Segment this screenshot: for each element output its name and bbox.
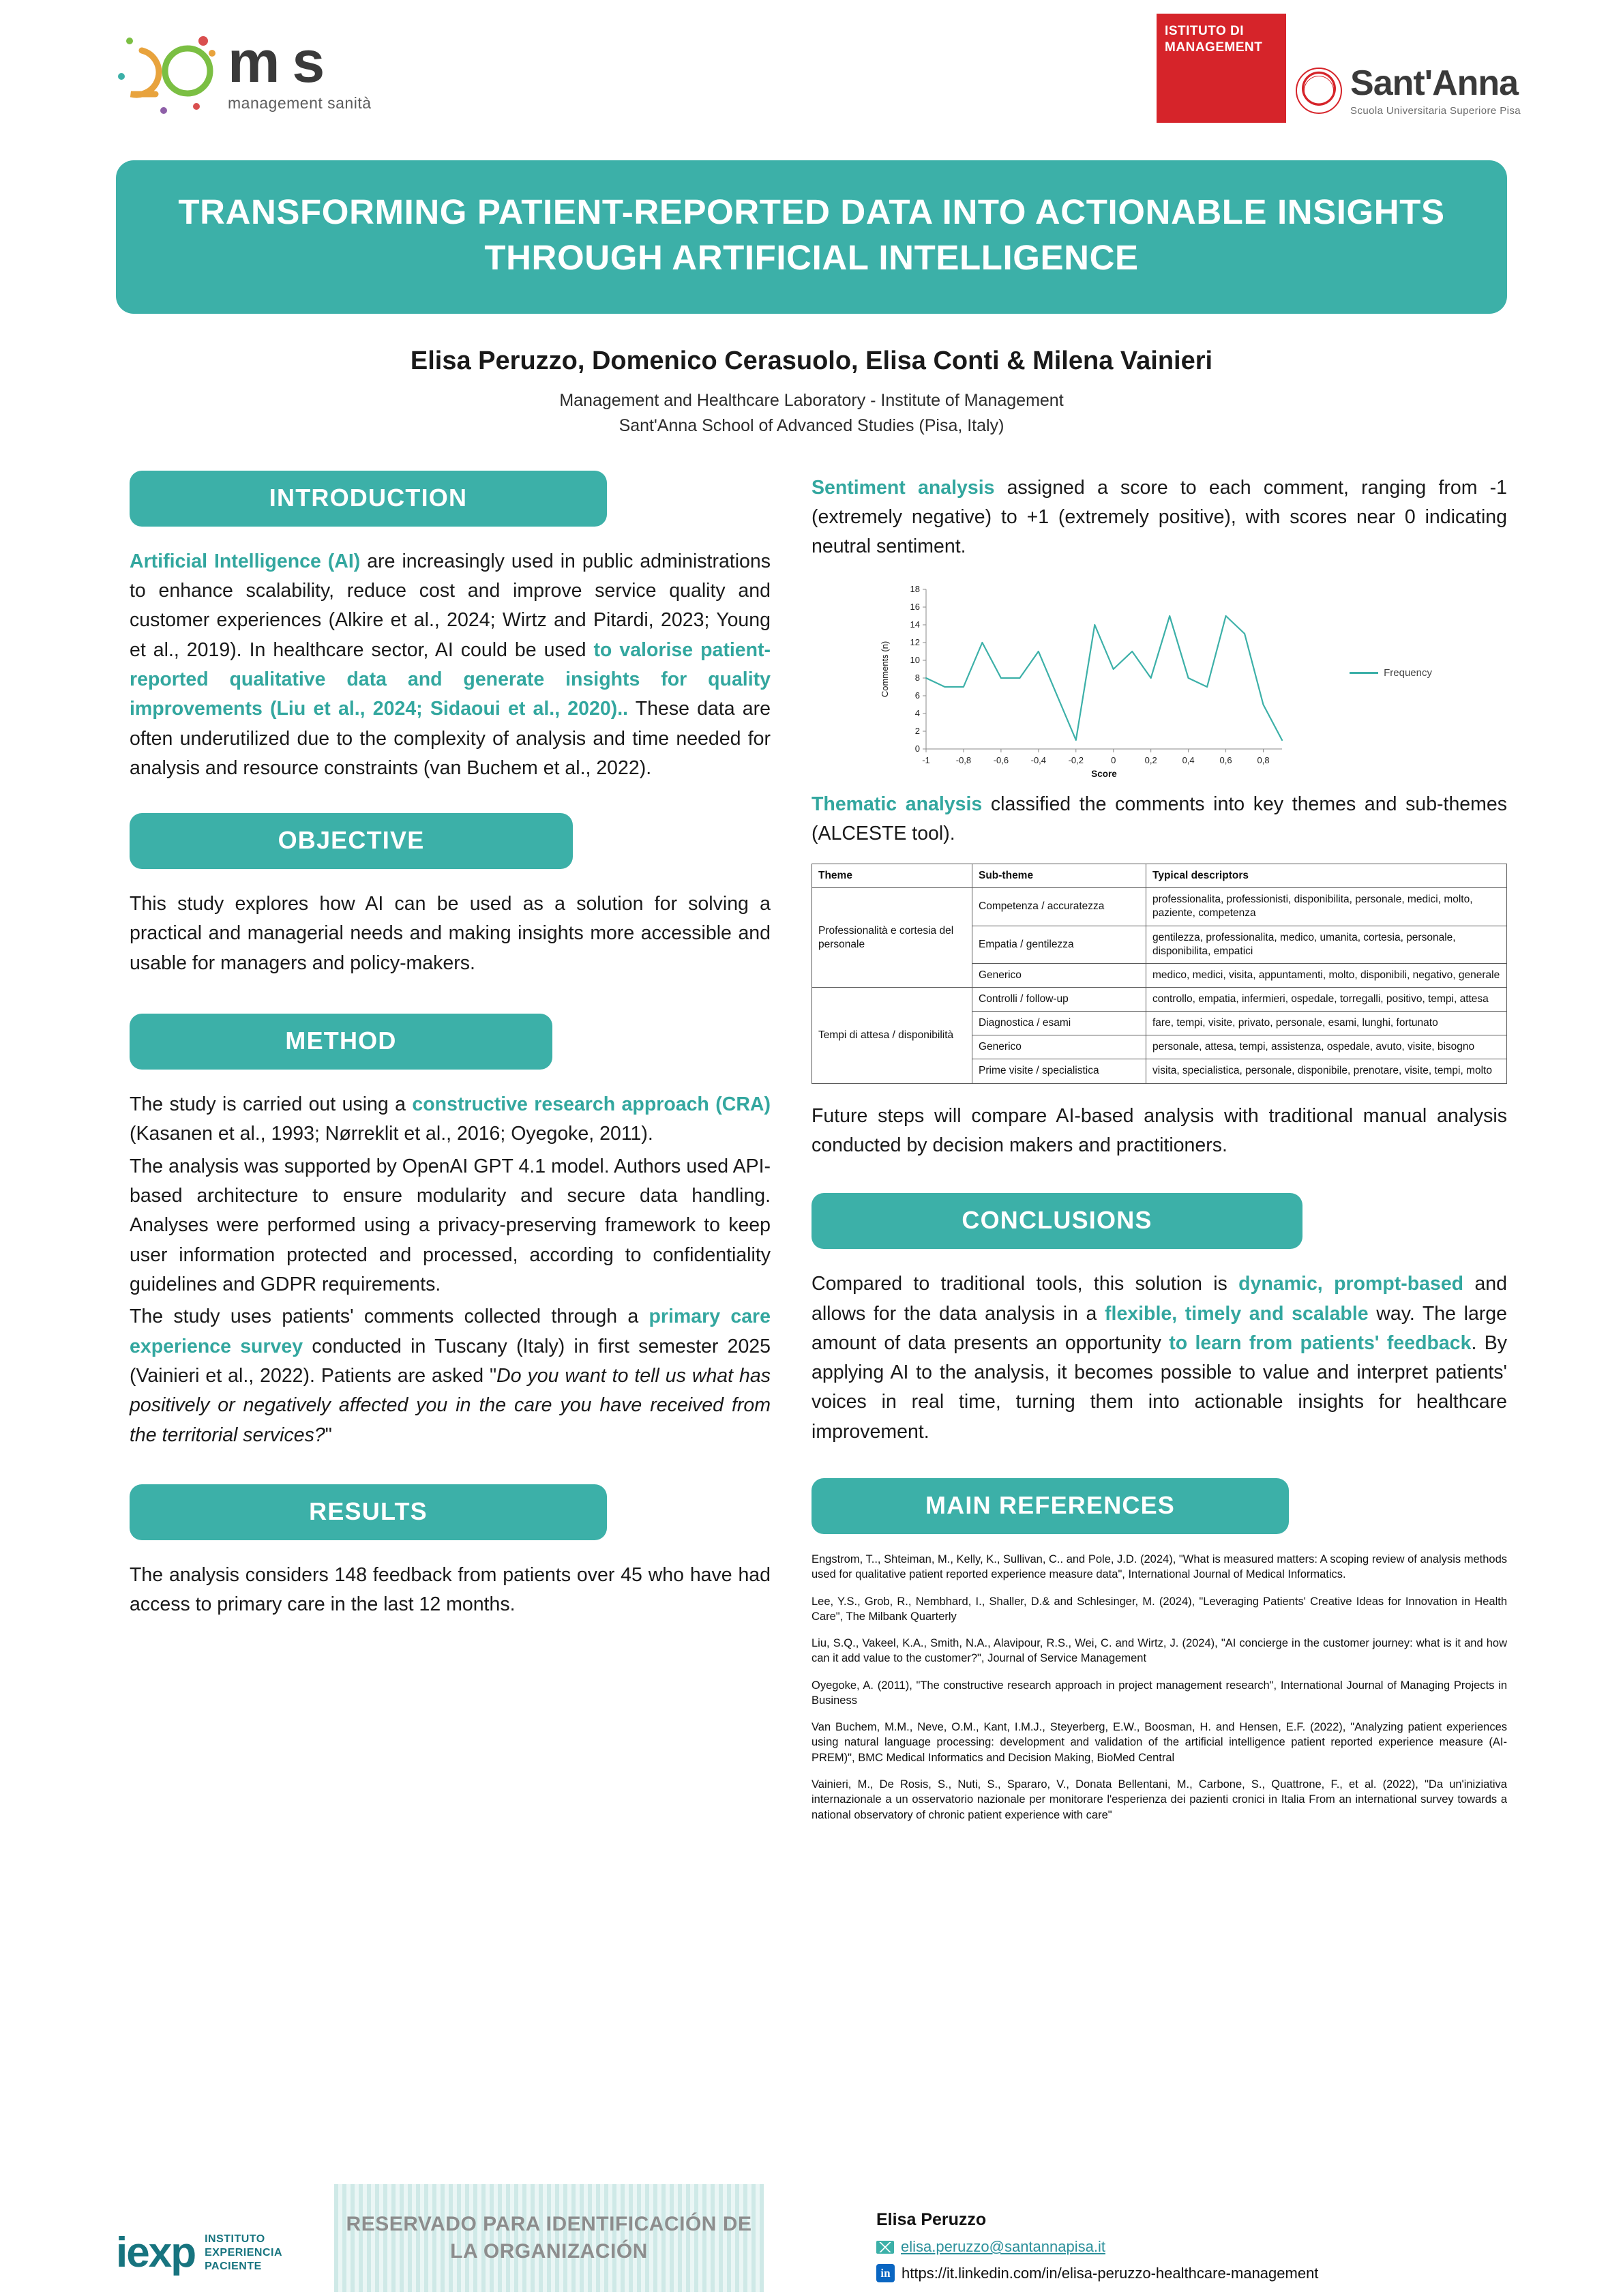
svg-text:0,8: 0,8 [1257,754,1270,765]
contact-name: Elisa Peruzzo [876,2210,987,2229]
method-highlight-survey: primary care experience survey [130,1306,771,1357]
concl-text-2: and allows for the data analysis in a [812,1273,1507,1325]
poster-footer [0,2166,1623,2296]
table-cell-subtheme: Diagnostica / esami [972,1012,1146,1035]
organization-placeholder-text: RESERVADO PARA IDENTIFICACIÓN DE LA ORGANIZACIÓN [346,2212,752,2263]
svg-text:0,6: 0,6 [1219,754,1232,765]
sentiment-analysis-text [812,473,1507,562]
svg-text:16: 16 [910,601,920,612]
table-cell-descriptors: visita, specialistica, personale, disponibile, prenotare, visite, tempi, molto [1146,1059,1507,1083]
thematic-analysis-label: Thematic analysis [812,793,983,815]
method-text-1: The study is carried out using a [130,1093,413,1116]
svg-text:6: 6 [914,690,920,701]
method-text [130,1090,771,1450]
concl-text-3: way. The large amount of data presents an opportunity [812,1302,1508,1354]
table-cell-subtheme: Controlli / follow-up [972,988,1146,1012]
future-steps-text: Future steps will compare AI-based analysis with traditional manual analysis conducted by decision makers and practitioners. [812,1104,1507,1156]
reference-item: Van Buchem, M.M., Neve, O.M., Kant, I.M.J., Steyerberg, E.W., Boosman, H. and Hensen, E.F. (2022), "Analyzing patient experiences using natural language processing: development and validation of the artificial intelligence patient reported experience measure (AI-PREM)", BMC Medical Informatics and Decision Making, BioMed Central [812,1721,1507,1764]
section-heading-introduction: INTRODUCTION [130,471,607,527]
svg-text:-0,6: -0,6 [993,754,1009,765]
reference-item: Liu, S.Q., Vakeel, K.A., Smith, N.A., Alavipour, R.S., Wei, C. and Wirtz, J. (2024), "AI concierge in the customer journey: what is it and how can it add value to the customer?", Journal of Service Management [812,1637,1507,1665]
table-cell-descriptors: professionalita, professionisti, disponibilita, personale, medici, molto, paziente, competenza [1146,888,1507,926]
svg-text:-1: -1 [922,754,930,765]
mail-icon [876,2241,894,2254]
section-heading-objective: OBJECTIVE [130,813,573,869]
table-cell-subtheme: Generico [972,1035,1146,1059]
authors-block [0,347,1623,439]
method-highlight-cra: constructive research approach (CRA) [412,1093,771,1116]
right-column [812,471,1507,1834]
table-cell-descriptors: personale, attesa, tempi, assistenza, ospedale, avuto, visite, bisogno [1146,1035,1507,1059]
table-cell-descriptors: gentilezza, professionalita, medico, umanita, cortesia, personale, disponibilita, empatici [1146,926,1507,963]
table-row [812,988,1507,1012]
svg-text:Score: Score [1091,768,1117,778]
affiliation-line-1: Management and Healthcare Laboratory - Institute of Management [559,390,1064,410]
table-cell-theme: Tempi di attesa / disponibilità [812,988,972,1084]
section-heading-results: RESULTS [130,1484,607,1540]
sentiment-frequency-chart [873,580,1432,778]
method-text-3: The study uses patients' comments collected through a [130,1306,649,1328]
svg-text:-0,2: -0,2 [1068,754,1084,765]
method-survey-question: Do you want to tell us what has positively or negatively affected you in the care you have received from the territorial services? [130,1364,771,1446]
left-column [130,471,771,1834]
svg-text:2: 2 [914,725,920,736]
mes-wordmark [228,29,372,112]
table-header-subtheme: Sub-theme [972,864,1146,888]
svg-text:8: 8 [914,672,920,683]
contact-email-row[interactable] [876,2238,1318,2256]
intro-text-2: These data are often underutilized due to the complexity of analysis and time needed for analysis and resource constraints (van Buchem et al., 2022). [130,698,771,779]
svg-text:0,2: 0,2 [1144,754,1157,765]
table-cell-subtheme: Generico [972,963,1146,987]
table-cell-theme: Professionalità e cortesia del personale [812,888,972,988]
iexp-fullname: INSTITUTO EXPERIENCIA PACIENTE [205,2233,283,2272]
concl-highlight-flexible: flexible, timely and scalable [1105,1302,1369,1325]
svg-text:10: 10 [910,654,920,665]
contact-block [876,2210,1318,2282]
themes-table [812,864,1507,1083]
chart-legend-swatch [1350,672,1378,674]
organization-placeholder [334,2184,764,2292]
santanna-tagline: Scuola Universitaria Superiore Pisa [1350,105,1521,117]
reference-item: Lee, Y.S., Grob, R., Nembhard, I., Shaller, D.& and Schlesinger, M. (2024), "Leveraging Patients' Creative Ideas for Innovation in Health Care", The Milbank Quarterly [812,1595,1507,1623]
reference-item: Engstrom, T.., Shteiman, M., Kelly, K., Sullivan, C.. and Pole, J.D. (2024), "What is measured matters: A scoping review of analysis methods used for qualitative patient reported experience measure data", International Journal of Medical Informatics. [812,1553,1507,1581]
iexp-logo [116,2228,282,2277]
content-columns [0,439,1623,1834]
reference-item: Vainieri, M., De Rosis, S., Nuti, S., Spararo, V., Donata Bellentani, M., Carbone, S., Quattrone, F., et al. (2022), "Da un'iniziativa internazionale a un osservatorio nazionale per monitorare l'esperienza dei pazienti cronici in Italia From an international survey towards a national observatory of chronic patient experience with care" [812,1778,1507,1821]
section-heading-references: MAIN REFERENCES [812,1478,1289,1534]
santanna-logo [1157,14,1521,123]
table-cell-descriptors: medico, medici, visita, appuntamenti, molto, disponibili, negativo, generale [1146,963,1507,987]
table-row [812,888,1507,926]
intro-highlight-ai: Artificial Intelligence (AI) [130,550,361,572]
method-text-5: " [325,1424,332,1446]
sentiment-analysis-body: assigned a score to each comment, ranging from -1 (extremely negative) to +1 (extremely positive), with scores near 0 indicating neutral sentiment. [812,476,1507,558]
section-heading-method: METHOD [130,1014,552,1070]
table-cell-subtheme: Prime visite / specialistica [972,1059,1146,1083]
table-cell-subtheme: Competenza / accuratezza [972,888,1146,926]
references-list [812,1552,1507,1823]
svg-text:14: 14 [910,619,920,630]
method-text-2: (Kasanen et al., 1993; Nørreklit et al., 2016; Oyegoke, 2011). [130,1123,653,1145]
svg-text:0,4: 0,4 [1182,754,1195,765]
svg-text:4: 4 [914,707,920,718]
conclusions-text [812,1269,1507,1447]
reference-item: Oyegoke, A. (2011), "The constructive research approach in project management research", International Journal of Managing Projects in Business [812,1679,1507,1707]
table-cell-descriptors: controllo, empatia, infermieri, ospedale, torregalli, positivo, tempi, attesa [1146,988,1507,1012]
svg-text:12: 12 [910,636,920,647]
concl-text-4: . By applying AI to the analysis, it becomes possible to value and interpret patients' voices in real time, turning them into actionable insights for healthcare improvement. [812,1331,1507,1443]
svg-text:0: 0 [1111,754,1116,765]
santanna-name: Sant'Anna [1350,63,1519,103]
contact-email-link[interactable]: elisa.peruzzo@santannapisa.it [901,2238,1105,2255]
iexp-wordmark: iexp [116,2229,196,2276]
chart-canvas [873,580,1432,778]
chart-legend-label: Frequency [1384,666,1432,679]
svg-text:-0,8: -0,8 [955,754,972,765]
chart-legend [1350,667,1432,679]
mes-wordmark-sub: management sanità [228,93,372,112]
author-names: Elisa Peruzzo, Domenico Cerasuolo, Elisa Conti & Milena Vainieri [410,346,1213,375]
contact-linkedin-url[interactable]: https://it.linkedin.com/in/elisa-peruzzo-healthcare-management [902,2264,1319,2282]
intro-highlight-valorise: to valorise patient-reported qualitative data and generate insights for quality improvements (Liu et al., 2024; Sidaoui et al., 2020).. [130,638,771,720]
twenty-years-icon [116,20,218,123]
svg-text:18: 18 [910,583,920,594]
svg-text:Comments (n): Comments (n) [880,641,890,697]
table-cell-descriptors: fare, tempi, visite, privato, personale, esami, lunghi, fortunato [1146,1012,1507,1035]
logo-bar [0,0,1623,160]
table-cell-subtheme: Empatia / gentilezza [972,926,1146,963]
objective-text: This study explores how AI can be used as a solution for solving a practical and managerial needs and making insights more accessible and usable for managers and policy-makers. [130,893,771,974]
page-title: TRANSFORMING PATIENT-REPORTED DATA INTO ACTIONABLE INSIGHTS THROUGH ARTIFICIAL INTELLIGENCE [178,192,1445,278]
sentiment-analysis-label: Sentiment analysis [812,476,995,499]
results-text: The analysis considers 148 feedback from patients over 45 who have had access to primary care in the last 12 months. [130,1563,771,1616]
santanna-crest-icon [1296,68,1342,114]
santanna-wordmark [1296,65,1521,116]
concl-text-1: Compared to traditional tools, this solution is [812,1273,1239,1295]
poster-title-banner [116,160,1507,314]
mes-logo [116,20,372,123]
section-heading-conclusions: CONCLUSIONS [812,1193,1302,1249]
svg-text:0: 0 [914,743,920,754]
introduction-text [130,547,771,784]
svg-text:-0,4: -0,4 [1030,754,1047,765]
table-header-descriptors: Typical descriptors [1146,864,1507,888]
table-header-theme: Theme [812,864,972,888]
intro-text-1: are increasingly used in public administrations to enhance scalability, reduce cost and improve service quality and customer experiences (Alkire et al., 2024; Wirtz and Pitardi, 2023; Young et al., 2019). In healthcare sector, AI could be used [130,550,771,661]
table-header-row [812,864,1507,888]
thematic-analysis-text [812,790,1507,849]
affiliation-line-2: Sant'Anna School of Advanced Studies (Pisa, Italy) [619,416,1004,436]
method-text-4: conducted in Tuscany (Italy) in first semester 2025 (Vainieri et al., 2022). Patients are asked " [130,1335,771,1387]
linkedin-icon: in [876,2264,895,2282]
concl-highlight-feedback: to learn from patients' feedback [1169,1331,1472,1354]
istituto-di-management-label: ISTITUTO DI MANAGEMENT [1157,14,1286,123]
concl-highlight-dynamic: dynamic, prompt-based [1238,1273,1464,1295]
method-paragraph-2: The analysis was supported by OpenAI GPT 4.1 model. Authors used API-based architecture to ensure modularity and secure data handling. Analyses were performed using a privacy-preserving framework to keep user information protected and processed, according to confidentiality guidelines and GDPR requirements. [130,1155,771,1295]
contact-linkedin-row[interactable] [876,2264,1318,2282]
thematic-analysis-body: classified the comments into key themes and sub-themes (ALCESTE tool). [812,793,1507,844]
mes-wordmark-main: m s [228,29,323,95]
